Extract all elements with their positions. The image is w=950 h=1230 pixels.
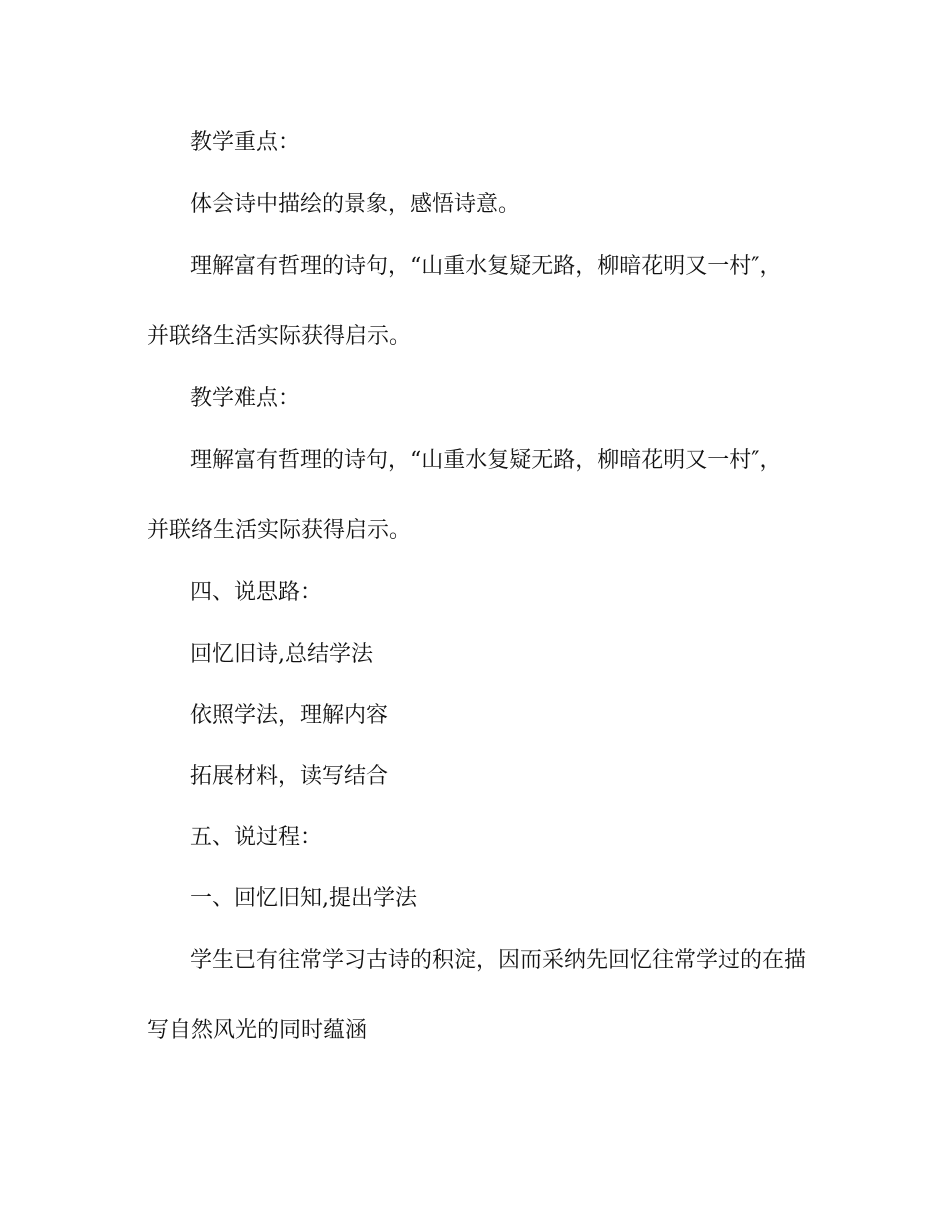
- list-item-understand: 依照学法，理解内容: [190, 703, 389, 728]
- paragraph-difficulty-1: 理解富有哲理的诗句，“山重水复疑无路，柳暗花明又一村″，: [190, 448, 782, 473]
- paragraph-difficulty-1-continued: 并联络生活实际获得启示。: [147, 518, 412, 543]
- paragraph-focus-2: 理解富有哲理的诗句，“山重水复疑无路，柳暗花明又一村″，: [190, 254, 782, 279]
- list-item-extend: 拓展材料，读写结合: [190, 764, 389, 789]
- heading-teaching-difficulty: 教学难点：: [190, 386, 301, 411]
- paragraph-process-1-continued: 写自然风光的同时蕴涵: [147, 1018, 368, 1043]
- heading-section-five: 五、说过程：: [190, 825, 323, 850]
- heading-teaching-focus: 教学重点：: [190, 130, 301, 155]
- list-item-review: 回忆旧诗,总结学法: [190, 642, 373, 667]
- heading-section-four: 四、说思路：: [190, 580, 323, 605]
- paragraph-process-1: 学生已有往常学习古诗的积淀，因而采纳先回忆往常学过的在描: [190, 948, 807, 973]
- subheading-step-one: 一、回忆旧知,提出学法: [190, 886, 417, 911]
- paragraph-focus-2-continued: 并联络生活实际获得启示。: [147, 324, 412, 349]
- paragraph-focus-1: 体会诗中描绘的景象，感悟诗意。: [190, 192, 521, 217]
